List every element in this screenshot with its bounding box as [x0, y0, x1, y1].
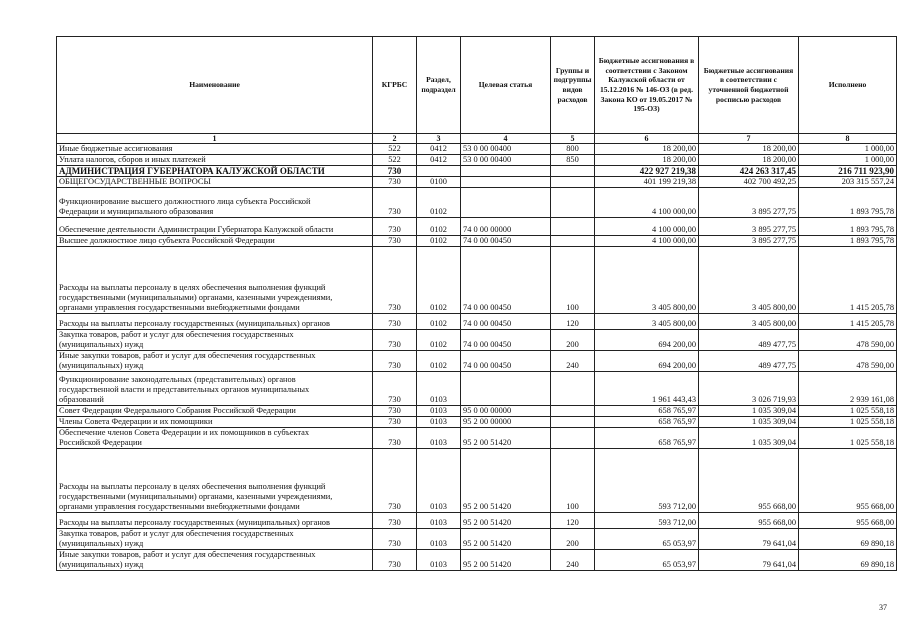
row-expense-group: 200 — [551, 529, 595, 550]
row-refined-amount: 18 200,00 — [699, 155, 799, 166]
row-expense-group — [551, 177, 595, 188]
row-executed-amount: 1 415 205,78 — [799, 314, 897, 330]
row-expense-group: 800 — [551, 144, 595, 155]
table-row — [57, 449, 897, 513]
row-kgrbs: 730 — [373, 188, 417, 218]
table-row — [57, 155, 897, 166]
row-kgrbs: 730 — [373, 550, 417, 571]
row-target-article — [461, 166, 551, 177]
column-number: 4 — [461, 134, 551, 144]
row-executed-amount: 1 025 558,18 — [799, 406, 897, 417]
row-target-article: 74 0 00 00450 — [461, 351, 551, 372]
row-expense-group — [551, 428, 595, 449]
row-target-article: 53 0 00 00400 — [461, 144, 551, 155]
row-name: Расходы на выплаты персоналу в целях обеспечения выполнения функций государственными (муниципальными) органами, казенными учреждениями, органами управления государственными внебюджетными фондами — [57, 247, 373, 314]
row-law-amount: 65 053,97 — [595, 550, 699, 571]
row-law-amount: 593 712,00 — [595, 449, 699, 513]
row-kgrbs: 730 — [373, 513, 417, 529]
row-target-article — [461, 177, 551, 188]
row-name: Расходы на выплаты персоналу в целях обеспечения выполнения функций государственными (муниципальными) органами, казенными учреждениями, органами управления государственными внебюджетными фондами — [57, 449, 373, 513]
row-refined-amount: 3 895 277,75 — [699, 236, 799, 247]
row-kgrbs: 730 — [373, 314, 417, 330]
row-kgrbs: 730 — [373, 529, 417, 550]
table-row — [57, 330, 897, 351]
row-law-amount: 694 200,00 — [595, 330, 699, 351]
row-expense-group — [551, 218, 595, 236]
header-expense-groups: Группы и подгруппы видов расходов — [551, 37, 595, 134]
row-section: 0103 — [417, 513, 461, 529]
row-expense-group: 100 — [551, 247, 595, 314]
header-law-allocations: Бюджетные ассигнования в соответствии с Законом Калужской области от 15.12.2016 № 146-ОЗ (в ред. Закона КО от 19.05.2017 № 195-ОЗ) — [595, 37, 699, 134]
column-number: 7 — [699, 134, 799, 144]
row-expense-group: 120 — [551, 314, 595, 330]
row-target-article: 95 2 00 51420 — [461, 513, 551, 529]
header-target-article: Целевая статья — [461, 37, 551, 134]
row-kgrbs: 730 — [373, 449, 417, 513]
column-number-row — [57, 134, 897, 144]
row-refined-amount: 3 026 719,93 — [699, 372, 799, 406]
row-section — [417, 166, 461, 177]
row-executed-amount: 69 890,18 — [799, 550, 897, 571]
column-number: 6 — [595, 134, 699, 144]
row-name: Закупка товаров, работ и услуг для обеспечения государственных (муниципальных) нужд — [57, 330, 373, 351]
row-target-article: 74 0 00 00450 — [461, 247, 551, 314]
row-target-article: 74 0 00 00450 — [461, 236, 551, 247]
row-section: 0103 — [417, 428, 461, 449]
row-executed-amount: 955 668,00 — [799, 513, 897, 529]
row-refined-amount: 3 895 277,75 — [699, 188, 799, 218]
row-law-amount: 401 199 219,38 — [595, 177, 699, 188]
row-target-article — [461, 188, 551, 218]
row-kgrbs: 522 — [373, 155, 417, 166]
row-law-amount: 3 405 800,00 — [595, 314, 699, 330]
row-name: Члены Совета Федерации и их помощники — [57, 417, 373, 428]
table-row — [57, 247, 897, 314]
row-executed-amount: 478 590,00 — [799, 330, 897, 351]
table-row — [57, 550, 897, 571]
row-name: ОБЩЕГОСУДАРСТВЕННЫЕ ВОПРОСЫ — [57, 177, 373, 188]
header-refined-allocations: Бюджетные ассигнования в соответствии с уточненной бюджетной росписью расходов — [699, 37, 799, 134]
row-law-amount: 658 765,97 — [595, 417, 699, 428]
row-section: 0103 — [417, 372, 461, 406]
row-refined-amount: 3 895 277,75 — [699, 218, 799, 236]
row-section: 0103 — [417, 449, 461, 513]
header-name: Наименование — [57, 37, 373, 134]
table-body — [57, 144, 897, 571]
row-target-article: 53 0 00 00400 — [461, 155, 551, 166]
row-executed-amount: 203 315 557,24 — [799, 177, 897, 188]
row-name: Иные закупки товаров, работ и услуг для обеспечения государственных (муниципальных) нужд — [57, 351, 373, 372]
row-target-article — [461, 372, 551, 406]
column-number: 2 — [373, 134, 417, 144]
row-name: Обеспечение членов Совета Федерации и их помощников в субъектах Российской Федерации — [57, 428, 373, 449]
row-law-amount: 1 961 443,43 — [595, 372, 699, 406]
row-kgrbs: 730 — [373, 177, 417, 188]
row-section: 0102 — [417, 247, 461, 314]
row-section: 0102 — [417, 330, 461, 351]
row-refined-amount: 489 477,75 — [699, 330, 799, 351]
row-expense-group: 200 — [551, 330, 595, 351]
row-refined-amount: 955 668,00 — [699, 513, 799, 529]
row-name: Иные бюджетные ассигнования — [57, 144, 373, 155]
row-kgrbs: 730 — [373, 166, 417, 177]
budget-table — [56, 36, 897, 571]
row-refined-amount: 489 477,75 — [699, 351, 799, 372]
row-refined-amount: 1 035 309,04 — [699, 428, 799, 449]
row-name: Обеспечение деятельности Администрации Губернатора Калужской области — [57, 218, 373, 236]
row-expense-group: 120 — [551, 513, 595, 529]
row-executed-amount: 478 590,00 — [799, 351, 897, 372]
row-executed-amount: 1 000,00 — [799, 144, 897, 155]
row-kgrbs: 730 — [373, 428, 417, 449]
row-section: 0412 — [417, 155, 461, 166]
table-row — [57, 236, 897, 247]
row-name: АДМИНИСТРАЦИЯ ГУБЕРНАТОРА КАЛУЖСКОЙ ОБЛАСТИ — [57, 166, 373, 177]
row-section: 0102 — [417, 314, 461, 330]
row-law-amount: 4 100 000,00 — [595, 236, 699, 247]
row-section: 0103 — [417, 417, 461, 428]
row-section: 0102 — [417, 351, 461, 372]
row-refined-amount: 955 668,00 — [699, 449, 799, 513]
row-kgrbs: 730 — [373, 218, 417, 236]
row-name: Расходы на выплаты персоналу государственных (муниципальных) органов — [57, 314, 373, 330]
row-executed-amount: 2 939 161,08 — [799, 372, 897, 406]
row-expense-group — [551, 372, 595, 406]
table-row — [57, 417, 897, 428]
row-target-article: 74 0 00 00450 — [461, 330, 551, 351]
row-kgrbs: 730 — [373, 236, 417, 247]
row-kgrbs: 730 — [373, 330, 417, 351]
row-name: Закупка товаров, работ и услуг для обеспечения государственных (муниципальных) нужд — [57, 529, 373, 550]
row-expense-group — [551, 236, 595, 247]
table-row — [57, 144, 897, 155]
row-name: Расходы на выплаты персоналу государственных (муниципальных) органов — [57, 513, 373, 529]
table-row — [57, 188, 897, 218]
row-executed-amount: 1 000,00 — [799, 155, 897, 166]
table-row — [57, 218, 897, 236]
header-executed: Исполнено — [799, 37, 897, 134]
row-law-amount: 65 053,97 — [595, 529, 699, 550]
row-refined-amount: 402 700 492,25 — [699, 177, 799, 188]
row-law-amount: 4 100 000,00 — [595, 218, 699, 236]
row-expense-group — [551, 417, 595, 428]
row-target-article: 95 2 00 51420 — [461, 529, 551, 550]
row-target-article: 74 0 00 00450 — [461, 314, 551, 330]
row-executed-amount: 1 893 795,78 — [799, 236, 897, 247]
table-row — [57, 529, 897, 550]
row-kgrbs: 730 — [373, 351, 417, 372]
table-row — [57, 513, 897, 529]
table-row — [57, 177, 897, 188]
header-section: Раздел, подраздел — [417, 37, 461, 134]
row-target-article: 74 0 00 00000 — [461, 218, 551, 236]
row-refined-amount: 3 405 800,00 — [699, 314, 799, 330]
row-target-article: 95 2 00 51420 — [461, 449, 551, 513]
row-section: 0103 — [417, 406, 461, 417]
column-number: 8 — [799, 134, 897, 144]
row-section: 0102 — [417, 218, 461, 236]
row-executed-amount: 1 415 205,78 — [799, 247, 897, 314]
row-expense-group: 850 — [551, 155, 595, 166]
row-section: 0102 — [417, 236, 461, 247]
row-law-amount: 4 100 000,00 — [595, 188, 699, 218]
row-name: Совет Федерации Федерального Собрания Российской Федерации — [57, 406, 373, 417]
row-refined-amount: 79 641,04 — [699, 529, 799, 550]
row-refined-amount: 424 263 317,45 — [699, 166, 799, 177]
table-row — [57, 314, 897, 330]
header-kgrbs: КГРБС — [373, 37, 417, 134]
row-law-amount: 18 200,00 — [595, 155, 699, 166]
row-name: Высшее должностное лицо субъекта Российской Федерации — [57, 236, 373, 247]
row-executed-amount: 955 668,00 — [799, 449, 897, 513]
row-expense-group: 240 — [551, 550, 595, 571]
row-law-amount: 593 712,00 — [595, 513, 699, 529]
row-refined-amount: 3 405 800,00 — [699, 247, 799, 314]
row-name: Функционирование законодательных (представительных) органов государственной власти и представительных органов муниципальных образований — [57, 372, 373, 406]
row-kgrbs: 730 — [373, 406, 417, 417]
row-executed-amount: 1 025 558,18 — [799, 417, 897, 428]
row-expense-group: 240 — [551, 351, 595, 372]
row-law-amount: 694 200,00 — [595, 351, 699, 372]
row-refined-amount: 1 035 309,04 — [699, 417, 799, 428]
row-executed-amount: 1 893 795,78 — [799, 218, 897, 236]
row-section: 0412 — [417, 144, 461, 155]
row-target-article: 95 2 00 51420 — [461, 550, 551, 571]
row-target-article: 95 2 00 51420 — [461, 428, 551, 449]
row-target-article: 95 2 00 00000 — [461, 417, 551, 428]
row-target-article: 95 0 00 00000 — [461, 406, 551, 417]
row-law-amount: 422 927 219,38 — [595, 166, 699, 177]
row-law-amount: 658 765,97 — [595, 428, 699, 449]
row-expense-group — [551, 406, 595, 417]
row-section: 0100 — [417, 177, 461, 188]
row-name: Уплата налогов, сборов и иных платежей — [57, 155, 373, 166]
row-executed-amount: 1 025 558,18 — [799, 428, 897, 449]
row-law-amount: 18 200,00 — [595, 144, 699, 155]
page-number: 37 — [879, 603, 887, 612]
row-refined-amount: 79 641,04 — [699, 550, 799, 571]
row-expense-group — [551, 188, 595, 218]
column-number: 3 — [417, 134, 461, 144]
table-row — [57, 428, 897, 449]
row-expense-group — [551, 166, 595, 177]
column-number: 1 — [57, 134, 373, 144]
row-refined-amount: 1 035 309,04 — [699, 406, 799, 417]
table-row — [57, 406, 897, 417]
column-number: 5 — [551, 134, 595, 144]
row-kgrbs: 730 — [373, 247, 417, 314]
row-name: Функционирование высшего должностного лица субъекта Российской Федерации и муниципального образования — [57, 188, 373, 218]
header-row — [57, 37, 897, 134]
row-refined-amount: 18 200,00 — [699, 144, 799, 155]
table-row — [57, 372, 897, 406]
row-section: 0103 — [417, 550, 461, 571]
row-law-amount: 3 405 800,00 — [595, 247, 699, 314]
row-section: 0102 — [417, 188, 461, 218]
row-name: Иные закупки товаров, работ и услуг для обеспечения государственных (муниципальных) нужд — [57, 550, 373, 571]
row-executed-amount: 69 890,18 — [799, 529, 897, 550]
row-kgrbs: 730 — [373, 417, 417, 428]
row-executed-amount: 216 711 923,90 — [799, 166, 897, 177]
row-expense-group: 100 — [551, 449, 595, 513]
row-executed-amount: 1 893 795,78 — [799, 188, 897, 218]
row-kgrbs: 522 — [373, 144, 417, 155]
table-row — [57, 166, 897, 177]
row-section: 0103 — [417, 529, 461, 550]
row-kgrbs: 730 — [373, 372, 417, 406]
row-law-amount: 658 765,97 — [595, 406, 699, 417]
table-row — [57, 351, 897, 372]
